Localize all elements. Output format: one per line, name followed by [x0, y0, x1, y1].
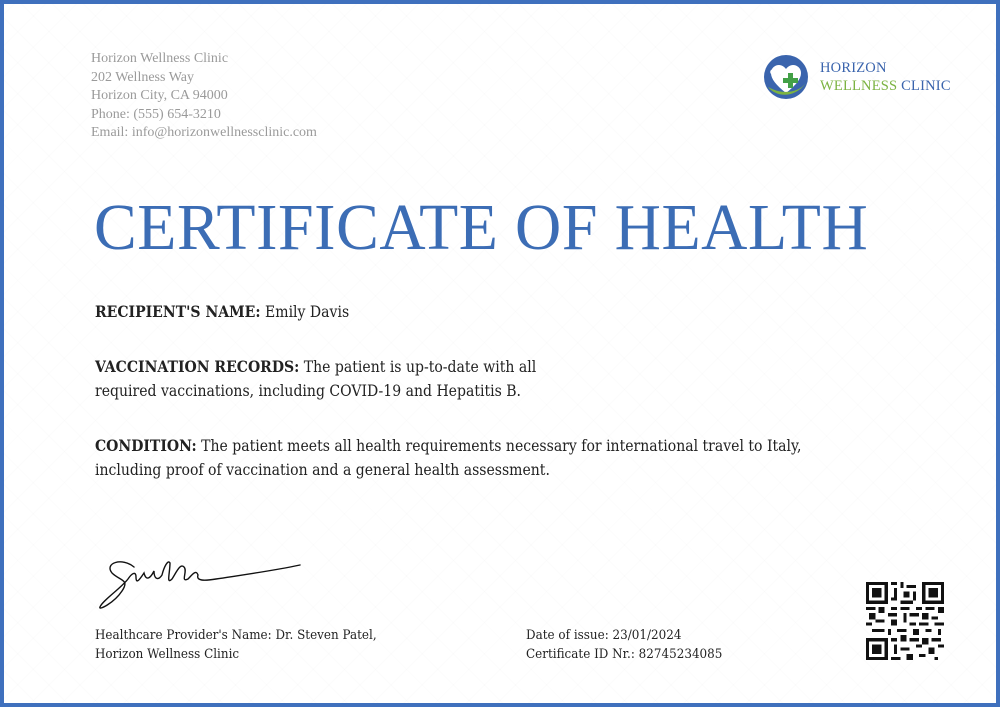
signature-image: [92, 549, 312, 619]
clinic-address: [91, 50, 317, 143]
clinic-phone: Phone: (555) 654-3210: [91, 106, 221, 122]
provider-info: [95, 626, 377, 664]
condition-label: CONDITION:: [95, 436, 197, 455]
vaccination-value: The patient is up-to-date with all required vaccinations, including COVID-19 and Hepatitis B.: [95, 358, 537, 400]
logo-wellness: WELLNESS: [820, 78, 898, 94]
condition-field: [95, 434, 819, 482]
recipient-value: Emily Davis: [265, 303, 350, 321]
recipient-label: RECIPIENT'S NAME:: [95, 302, 261, 321]
certificate-title: CERTIFICATE OF HEALTH: [94, 191, 869, 264]
logo-text: [820, 59, 951, 95]
clinic-logo: [762, 53, 951, 101]
vaccination-label: VACCINATION RECORDS:: [95, 357, 300, 376]
date-of-issue: Date of issue: 23/01/2024: [526, 628, 682, 643]
clinic-city: Horizon City, CA 94000: [91, 88, 228, 104]
vaccination-field: [95, 355, 584, 403]
issue-info: [526, 626, 722, 664]
clinic-street: 202 Wellness Way: [91, 69, 194, 85]
recipient-field: [95, 300, 349, 324]
clinic-name: Horizon Wellness Clinic: [91, 51, 229, 66]
condition-value: The patient meets all health requirements necessary for international travel to Italy, including proof of vaccination and a general health assessment.: [95, 437, 802, 479]
provider-name: Healthcare Provider's Name: Dr. Steven Patel,: [95, 628, 377, 643]
provider-clinic: Horizon Wellness Clinic: [95, 647, 240, 662]
heart-cross-icon: [762, 53, 810, 101]
certificate-id: Certificate ID Nr.: 82745234085: [526, 647, 723, 662]
logo-clinic: CLINIC: [901, 78, 951, 94]
qr-code-icon: [866, 582, 944, 660]
clinic-email: Email: info@horizonwellnessclinic.com: [91, 125, 317, 141]
logo-horizon: HORIZON: [820, 60, 887, 76]
